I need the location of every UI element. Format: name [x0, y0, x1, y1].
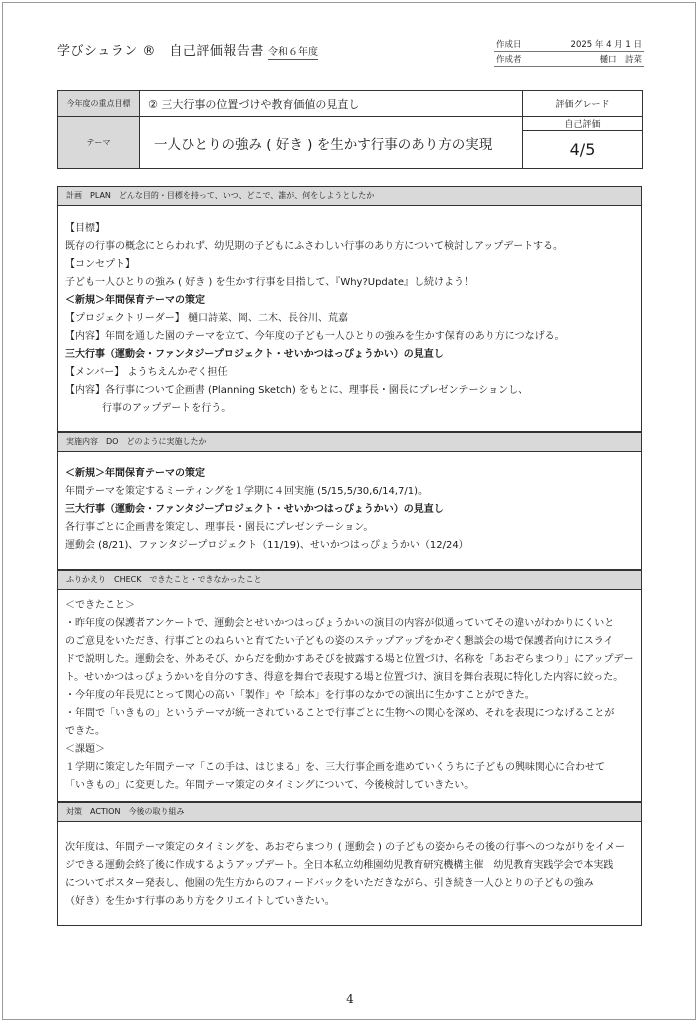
author-label: 作成者 — [496, 55, 522, 65]
check-line: １学期に策定した年間テーマ「この手は、はじまる」を、三大行事企画を進めていくうちに子どもの興味関心に合わせて — [65, 762, 605, 773]
plan-line: 既存の行事の概念にとらわれず、幼児期の子どもにふさわしい行事のあり方について検討しアップデートする。 — [65, 241, 563, 252]
action-line: についてポスター発表し、他園の先生方からのフィードバックをいただきながら、引き続き一人ひとりの子どもの強み — [65, 878, 594, 889]
meta-created — [494, 37, 644, 52]
grade-label: 評価グレード — [523, 91, 643, 117]
plan-section — [57, 186, 642, 432]
plan-line: 【内容】年間を通した園のテーマを立て、今年度の子ども一人ひとりの強みを生かす保育のあり方につなげる。 — [65, 331, 565, 342]
page-number: 4 — [346, 992, 354, 1006]
plan-line: 三大行事（運動会・ファンタジープロジェクト・せいかつはっぴょうかい）の見直し — [65, 349, 444, 360]
check-line: 「いきもの」に変更した。年間テーマ策定のタイミングについて、今後検討していきたい。 — [65, 780, 475, 791]
plan-line: 【目標】 — [65, 223, 105, 234]
goal-value: ② 三大行事の位置づけや教育価値の見直し — [140, 91, 523, 117]
check-heading: ふりかえり CHECK できたこと・できなかったこと — [58, 571, 641, 590]
summary-table — [57, 90, 643, 169]
plan-line: 行事のアップデートを行う。 — [102, 403, 232, 414]
check-line: のご意見をいただき、行事ごとのねらいと育てたい子どもの姿のステップアップをかぞく懇談会の場で保護者向けにスライ — [65, 636, 614, 647]
self-eval-label: 自己評価 — [523, 117, 643, 131]
plan-line: 【メンバー】 ようちえんかぞく担任 — [65, 367, 228, 378]
check-line: ト。せいかつはっぴょうかいを自分のすき、得意を舞台で表現する場と位置づけ、演目を舞台表現に特化した内容に絞った。 — [65, 672, 624, 683]
check-line: ＜できたこと＞ — [65, 600, 135, 611]
goal-label: 今年度の重点目標 — [58, 91, 140, 117]
action-section — [57, 802, 642, 926]
action-line: 次年度は、年間テーマ策定のタイミングを、あおぞらまつり ( 運動会 ) の子どもの姿からその後の行事へのつながりをイメー — [65, 842, 626, 853]
do-line: 三大行事（運動会・ファンタジープロジェクト・せいかつはっぴょうかい）の見直し — [65, 504, 444, 515]
report-title: 学びシュラン ® 自己評価報告書 — [57, 44, 264, 59]
plan-line: 【プロジェクトリーダー】 樋口詩菜、岡、二木、長谷川、荒嘉 — [65, 313, 348, 324]
do-section — [57, 432, 642, 570]
action-heading: 対策 ACTION 今後の取り組み — [58, 803, 641, 822]
check-line: ・今年度の年長児にとって関心の高い「製作」や「絵本」を行事のなかでの演出に生かすことができた。 — [65, 690, 535, 701]
check-line: ＜課題＞ — [65, 744, 105, 755]
check-section — [57, 570, 642, 802]
do-heading: 実施内容 DO どのように実施したか — [58, 433, 641, 452]
check-line: ドで説明した。運動会を、外あそび、からだを動かすあそびを披露する場と位置づけ、名称を「あおぞらまつり」にアップデー — [65, 654, 634, 665]
meta-author — [494, 52, 644, 67]
plan-heading: 計画 PLAN どんな目的・目標を持って、いつ、どこで、誰が、何をしようとしたか — [58, 187, 641, 206]
do-line: 各行事ごとに企画書を策定し、理事長・園長にプレゼンテーション。 — [65, 522, 374, 533]
theme-value: 一人ひとりの強み ( 好き ) を生かす行事のあり方の実現 — [140, 117, 523, 169]
do-line: ＜新規＞年間保育テーマの策定 — [65, 468, 205, 479]
plan-line: ＜新規＞年間保育テーマの策定 — [65, 295, 205, 306]
plan-line: 【コンセプト】 — [65, 259, 135, 270]
self-eval-score: 4/5 — [523, 131, 643, 169]
plan-line: 【内容】各行事について企画書 (Planning Sketch) をもとに、理事長・園長にプレゼンテーションし、 — [65, 385, 529, 396]
author-name: 樋口 詩菜 — [599, 55, 642, 65]
check-line: できた。 — [65, 726, 105, 737]
action-line: （好き）を生かす行事のあり方をクリエイトしていきたい。 — [65, 896, 335, 907]
theme-label: テーマ — [58, 117, 140, 169]
created-date-label: 作成日 — [496, 40, 522, 50]
do-line: 年間テーマを策定するミーティングを１学期に４回実施 (5/15,5/30,6/14,7/1)。 — [65, 486, 428, 497]
do-line: 運動会 (8/21)、ファンタジープロジェクト（11/19)、せいかつはっぴょうかい（12/24） — [65, 540, 469, 551]
check-line: ・昨年度の保護者アンケートで、運動会とせいかつはっぴょうかいの演目の内容が似通っていてその違いがわかりにくいと — [65, 618, 615, 629]
fiscal-year: 令和６年度 — [268, 43, 318, 60]
check-line: ・年間で「いきもの」というテーマが統一されていることで行事ごとに生物への関心を深め、それを表現につなげることが — [65, 708, 615, 719]
created-date: 2025 年 4 月 1 日 — [570, 40, 642, 50]
plan-line: 子ども一人ひとりの強み ( 好き ) を生かす行事を目指して、『Why?Update』し続けよう！ — [65, 277, 474, 288]
action-line: ジできる運動会終了後に作成するようアップデート。全日本私立幼稚園幼児教育研究機構主催 幼児教育実践学会で本実践 — [65, 860, 614, 871]
